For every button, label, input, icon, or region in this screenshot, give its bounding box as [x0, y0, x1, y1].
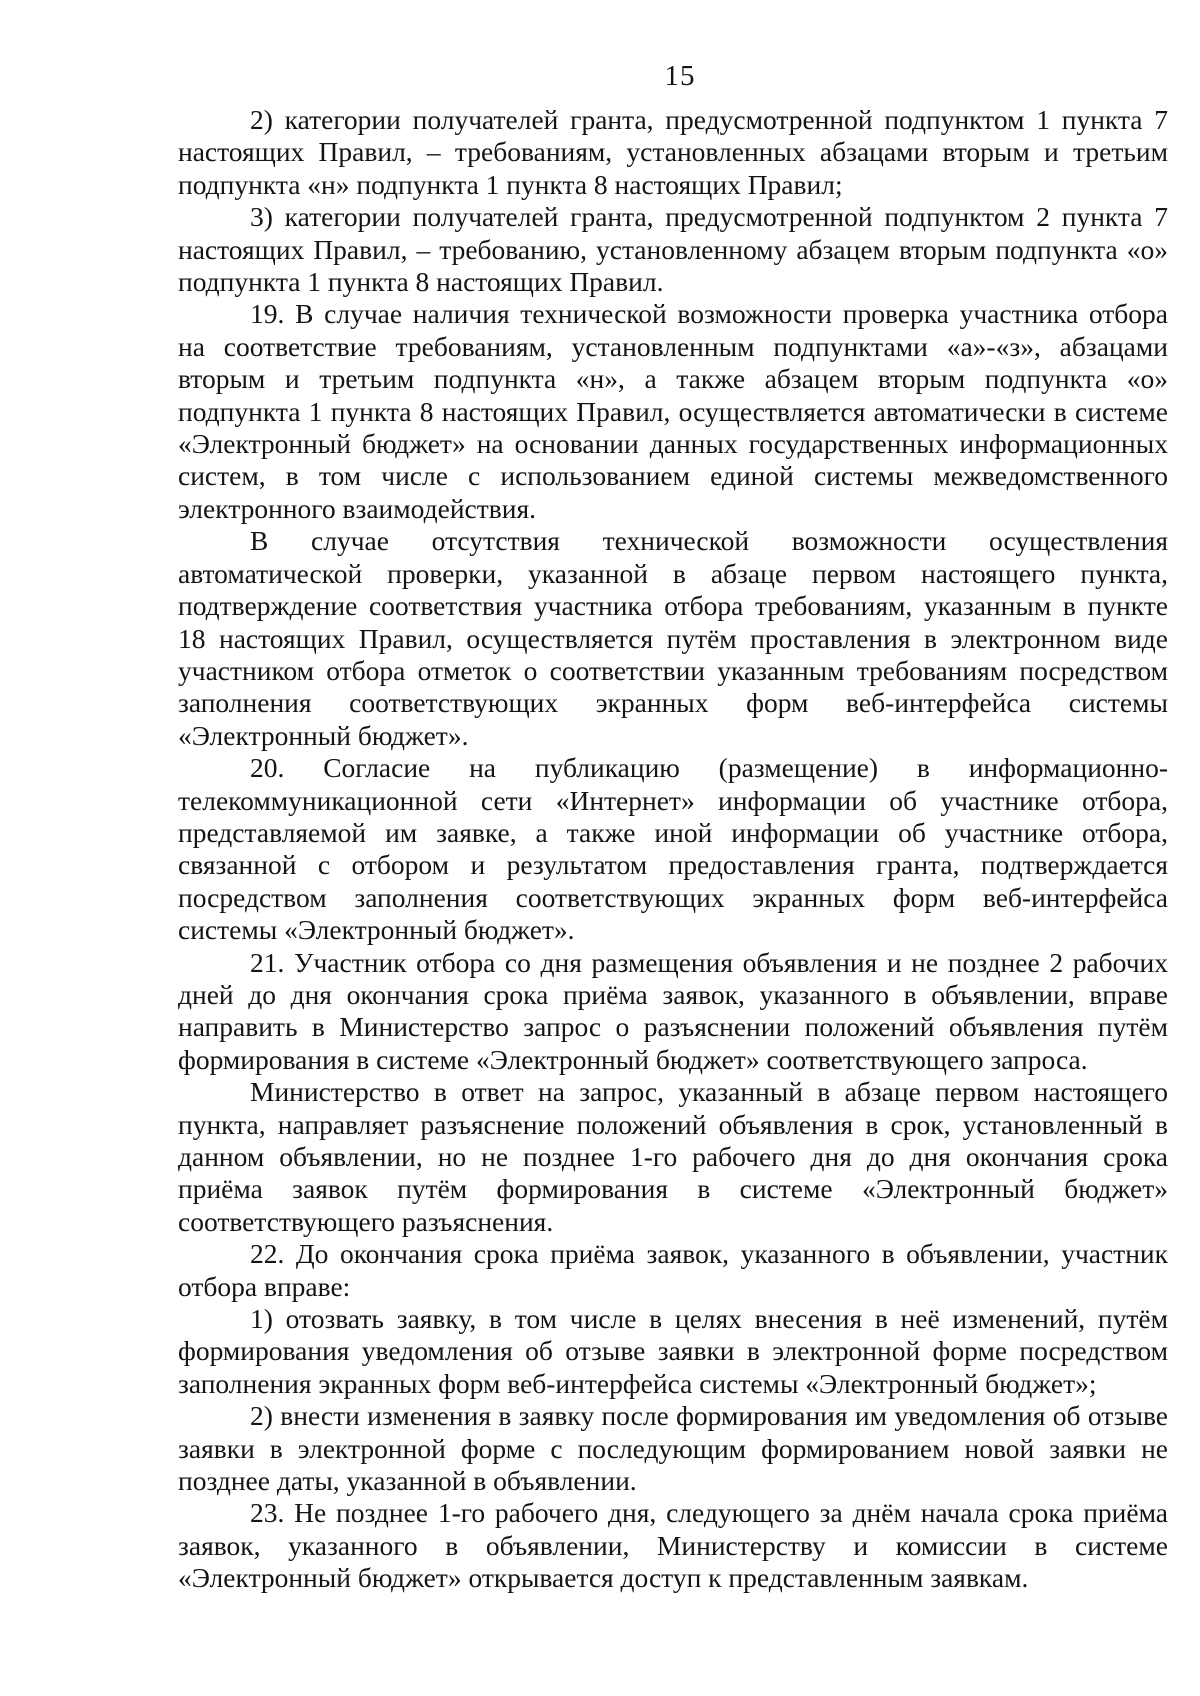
document-body	[178, 104, 1168, 1595]
paragraph-section-23: 23. Не позднее 1-го рабочего дня, следующего за днём начала срока приёма заявок, указанного в объявлении, Министерству и комиссии в системе «Электронный бюджет» открывается доступ к представленным заявкам.	[178, 1497, 1168, 1594]
paragraph-section-22: 22. До окончания срока приёма заявок, указанного в объявлении, участник отбора вправе:	[178, 1238, 1168, 1302]
paragraph-item-2-rule-22: 2) внести изменения в заявку после формирования им уведомления об отзыве заявки в электронной форме с последующим формированием новой заявки не позднее даты, указанной в объявлении.	[178, 1400, 1168, 1497]
paragraph-item-3-rule-18: 3) категории получателей гранта, предусмотренной подпунктом 2 пункта 7 настоящих Правил, – требованию, установленному абзацем вторым подпункта «о» подпункта 1 пункта 8 настоящих Правил.	[178, 201, 1168, 298]
paragraph-item-2-rule-18: 2) категории получателей гранта, предусмотренной подпунктом 1 пункта 7 настоящих Правил, – требованиям, установленных абзацами вторым и третьим подпункта «н» подпункта 1 пункта 8 настоящих Правил;	[178, 104, 1168, 200]
paragraph-section-21-second: Министерство в ответ на запрос, указанный в абзаце первом настоящего пункта, направляет разъяснение положений объявления в срок, установленный в данном объявлении, но не позднее 1-го рабочего дня до дня окончания срока приёма заявок путём формирования в системе «Электронный бюджет» соответствующего разъяснения.	[178, 1076, 1168, 1237]
paragraph-section-19-second: В случае отсутствия технической возможности осуществления автоматической проверки, указанной в абзаце первом настоящего пункта, подтверждение соответствия участника отбора требованиям, указанным в пункте 18 настоящих Правил, осуществляется путём проставления в электронном виде участником отбора отметок о соответствии указанным требованиям посредством заполнения соответствующих экранных форм веб-интерфейса системы «Электронный бюджет».	[178, 525, 1168, 751]
paragraph-section-19: 19. В случае наличия технической возможности проверка участника отбора на соответствие требованиям, установленным подпунктами «а»-«з», абзацами вторым и третьим подпункта «н», а также абзацем вторым подпункта «о» подпункта 1 пункта 8 настоящих Правил, осуществляется автоматически в системе «Электронный бюджет» на основании данных государственных информационных систем, в том числе с использованием единой системы межведомственного электронного взаимодействия.	[178, 298, 1168, 524]
paragraph-section-21: 21. Участник отбора со дня размещения объявления и не позднее 2 рабочих дней до дня окончания срока приёма заявок, указанного в объявлении, вправе направить в Министерство запрос о разъяснении положений объявления путём формирования в системе «Электронный бюджет» соответствующего запроса.	[178, 946, 1168, 1075]
paragraph-item-1-rule-22: 1) отозвать заявку, в том числе в целях внесения в неё изменений, путём формирования уведомления об отзыве заявки в электронной форме посредством заполнения экранных форм веб-интерфейса системы «Электронный бюджет»;	[178, 1303, 1168, 1399]
paragraph-section-20: 20. Согласие на публикацию (размещение) в информационно-телекоммуникационной сети «Интернет» информации об участнике отбора, представляемой им заявке, а также иной информации об участнике отбора, связанной с отбором и результатом предоставления гранта, подтверждается посредством заполнения соответствующих экранных форм веб-интерфейса системы «Электронный бюджет».	[178, 752, 1168, 946]
page-number: 15	[664, 60, 696, 92]
